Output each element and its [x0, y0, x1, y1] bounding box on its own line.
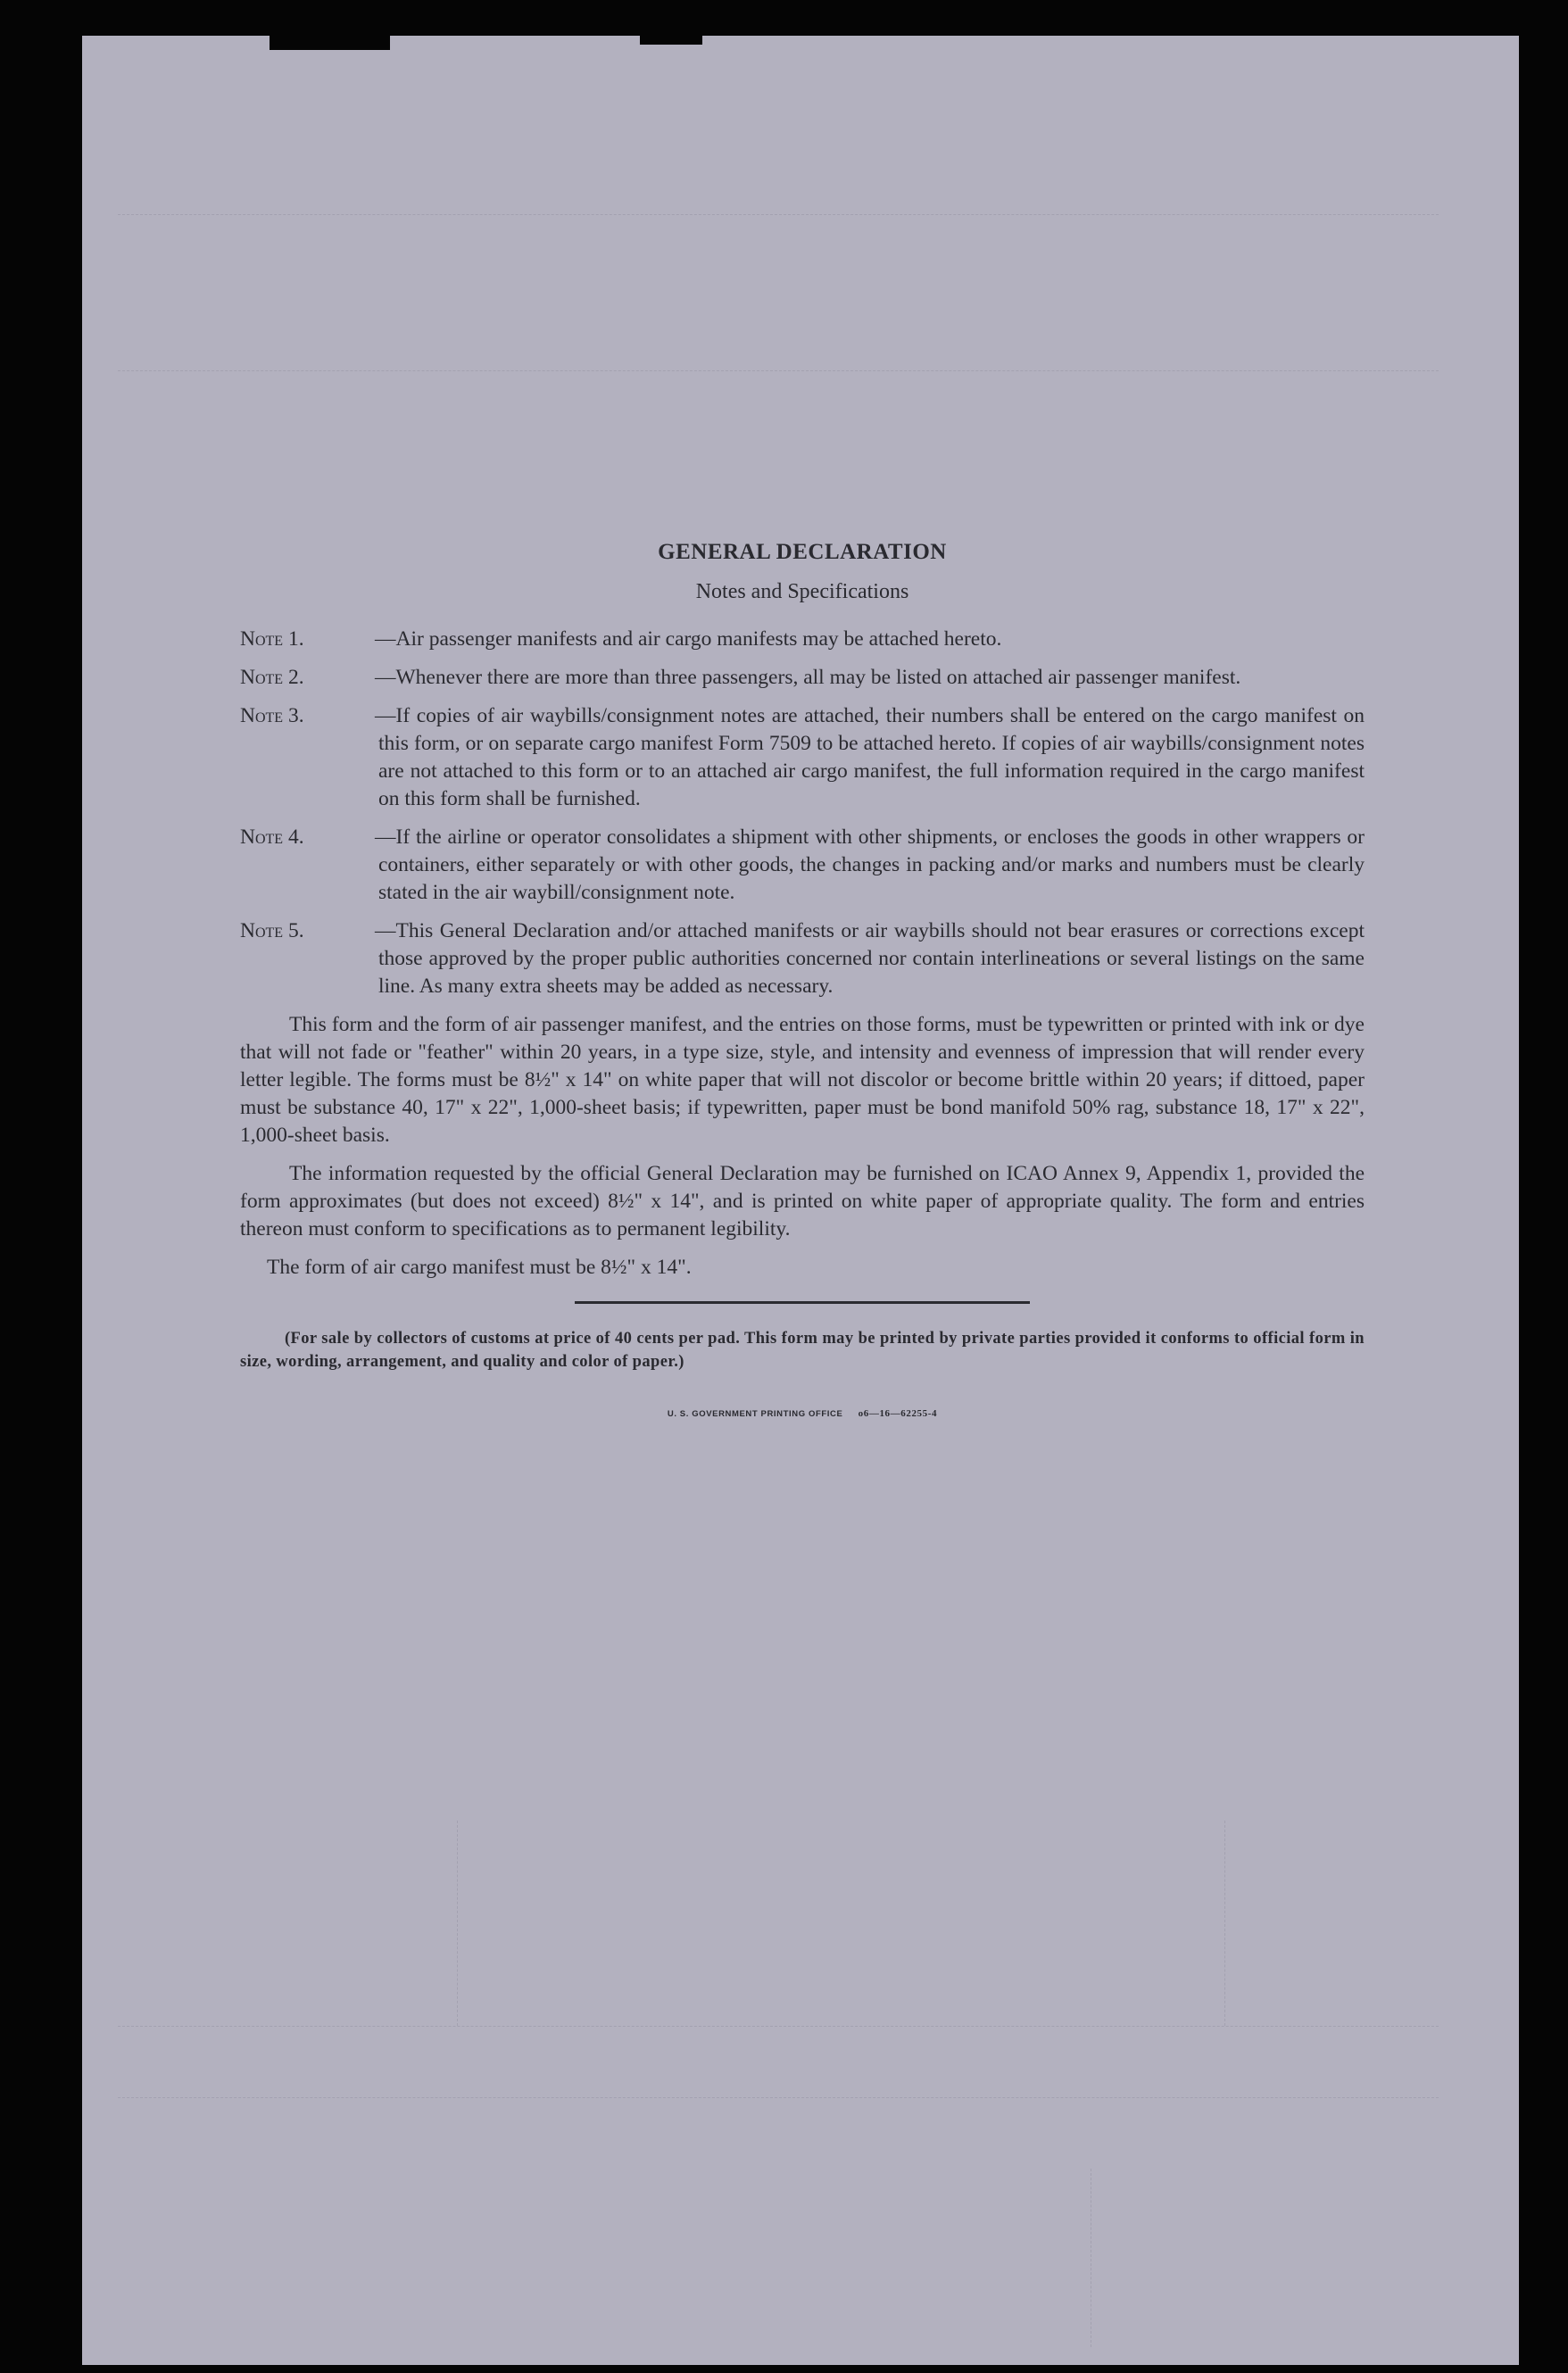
note-text: —This General Declaration and/or attached manifests or air waybills should not bear erasures or corrections except those approved by the proper public authorities concerned nor contain interlineations or several listings on the same line. As many extra sheets may be added as necessary.	[375, 919, 1365, 998]
note-text: —Whenever there are more than three passengers, all may be listed on attached air passenger manifest.	[375, 666, 1241, 689]
icao-paragraph: The information requested by the official General Declaration may be furnished on ICAO Annex 9, Appendix 1, provided the form approximates (but does not exceed) 8½" x 14", and is printed on white paper of appropriate quality. The form and entries thereon must conform to specifications as to permanent legibility.	[240, 1162, 1365, 1240]
cargo-manifest-size-paragraph: The form of air cargo manifest must be 8½" x 14".	[267, 1256, 692, 1279]
note-text: —If the airline or operator consolidates a shipment with other shipments, or encloses the goods in other wrappers or containers, either separately or with other goods, the changes in packing and/or marks and numbers must be clearly stated in the air waybill/consignment note.	[375, 826, 1365, 904]
note-label: Note 4.	[240, 826, 304, 849]
paper-notch	[270, 36, 390, 50]
note-text: —Air passenger manifests and air cargo manifests may be attached hereto.	[375, 627, 1002, 651]
printer-code: o6—16—62255-4	[858, 1408, 938, 1419]
sale-note: (For sale by collectors of customs at price of 40 cents per pad. This form may be printed by private parties provided it conforms to official form in size, wording, arrangement, and quality and color of paper.)	[240, 1330, 1365, 1371]
note-label: Note 3.	[240, 704, 304, 727]
bleed-through-line	[118, 370, 1439, 371]
bleed-through-line	[457, 1821, 458, 2026]
page-subtitle: Notes and Specifications	[695, 580, 909, 603]
printer-imprint	[240, 1400, 1365, 1428]
bleed-through-line	[118, 214, 1439, 215]
note-5	[240, 917, 1365, 1000]
paper-notch	[640, 36, 702, 45]
note-4	[240, 824, 1365, 907]
bleed-through-line	[1224, 1821, 1225, 2026]
horizontal-rule	[575, 1301, 1030, 1304]
note-2	[240, 664, 1365, 692]
declaration-notes	[240, 502, 1365, 1428]
document-page	[82, 36, 1519, 2365]
note-3	[240, 702, 1365, 813]
note-label: Note 5.	[240, 919, 304, 942]
page-title: GENERAL DECLARATION	[658, 540, 947, 564]
paper-specification-paragraph: This form and the form of air passenger manifest, and the entries on those forms, must be typewritten or printed with ink or dye that will not fade or "feather" within 20 years, in a type size, style, and intensity and evenness of impression that will render every letter legible. The forms must be 8½" x 14" on white paper that will not discolor or become brittle within 20 years; if dittoed, paper must be substance 40, 17" x 22", 1,000-sheet basis; if typewritten, paper must be bond manifold 50% rag, substance 18, 17" x 22", 1,000-sheet basis.	[240, 1013, 1365, 1147]
printer-name: U. S. GOVERNMENT PRINTING OFFICE	[667, 1409, 843, 1419]
note-1	[240, 626, 1365, 653]
note-text: —If copies of air waybills/consignment notes are attached, their numbers shall be entered on the cargo manifest on this form, or on separate cargo manifest Form 7509 to be attached hereto. If copies of air waybills/consignment notes are not attached to this form or to an attached air cargo manifest, the full information required in the cargo manifest on this form shall be furnished.	[375, 704, 1365, 810]
bleed-through-line	[118, 2026, 1439, 2027]
note-label: Note 2.	[240, 666, 304, 689]
bleed-through-line	[118, 2097, 1439, 2098]
note-label: Note 1.	[240, 627, 304, 651]
